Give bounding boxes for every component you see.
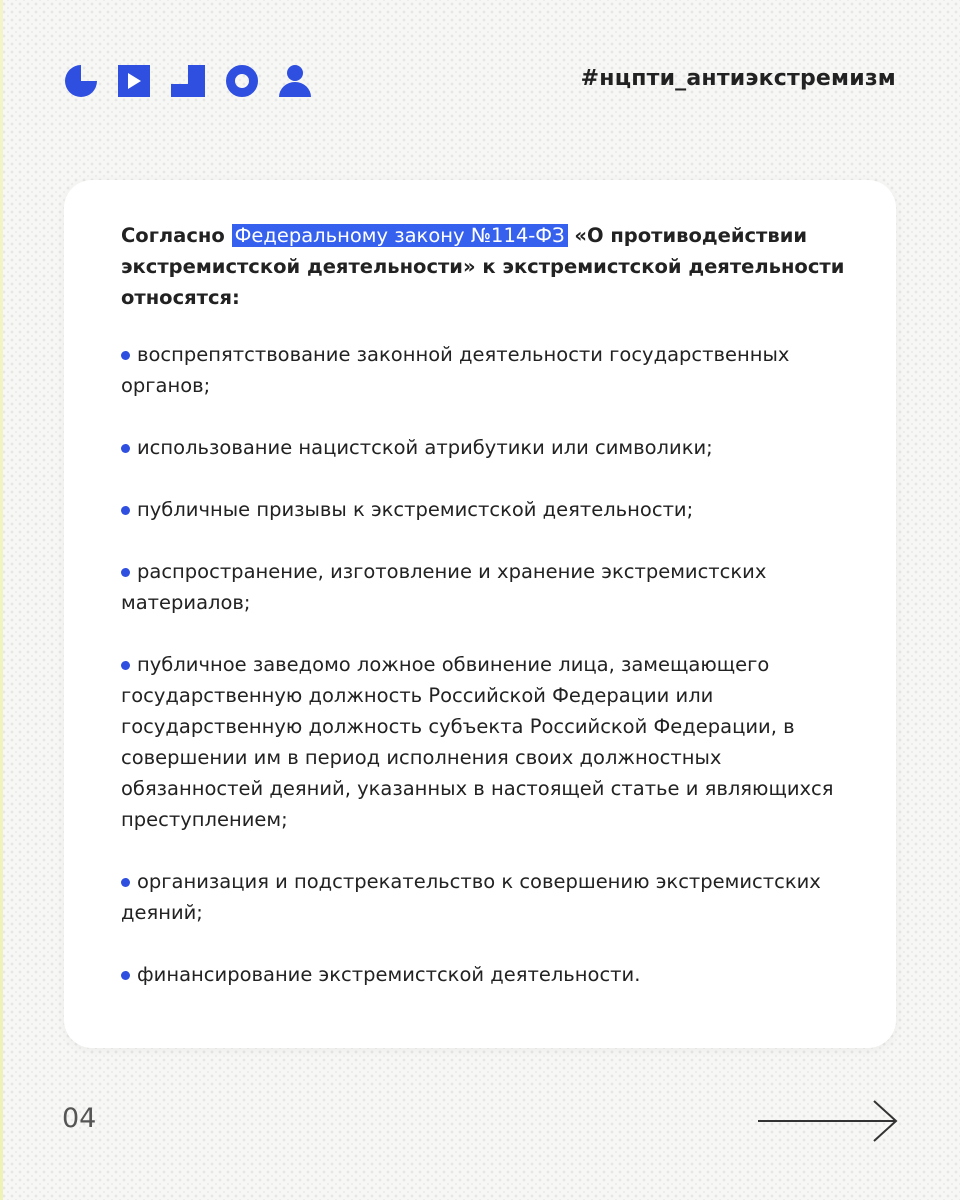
intro-text-before: Согласно	[121, 224, 232, 247]
bullet-icon	[121, 568, 130, 577]
page-number: 04	[62, 1103, 97, 1134]
list-item-text: финансирование экстремистской деятельности.	[137, 963, 641, 986]
list-item-text: распространение, изготовление и хранение экстремистских материалов;	[121, 560, 767, 614]
bullet-icon	[121, 351, 130, 360]
intro-paragraph	[121, 220, 851, 313]
logo-steps-icon	[171, 65, 205, 97]
list-item-text: публичное заведомо ложное обвинение лица, замещающего государственную должность Российской Федерации или государственную должность субъекта Российской Федерации, в совершении им в период исполнения своих должностных обязанностей деяний, указанных в настоящей статье и являющихся преступлением;	[121, 653, 834, 831]
list-item-text: организация и подстрекательство к совершению экстремистских деяний;	[121, 870, 821, 924]
list-item-text: использование нацистской атрибутики или символики;	[137, 436, 713, 459]
list-item	[121, 339, 851, 401]
bullet-icon	[121, 661, 130, 670]
bullet-icon	[121, 878, 130, 887]
list-item	[121, 556, 851, 618]
list-item	[121, 649, 851, 835]
list-item	[121, 866, 851, 928]
list-item-text: воспрепятствование законной деятельности государственных органов;	[121, 343, 790, 397]
list-item-text: публичные призывы к экстремистской деятельности;	[137, 498, 694, 521]
list-item	[121, 494, 851, 525]
intro-text-after: «О противодействии экстремистской деятельности» к экстремистской деятельности относятся:	[121, 224, 845, 309]
law-name-highlight: Федеральному закону №114-ФЗ	[232, 224, 568, 247]
list-item	[121, 959, 851, 990]
logo-play-icon	[118, 65, 150, 97]
decorative-edge-line	[0, 0, 3, 1200]
bullet-icon	[121, 444, 130, 453]
bullet-icon	[121, 971, 130, 980]
logo-pie-icon	[65, 65, 97, 97]
arrow-right-icon[interactable]	[756, 1098, 900, 1144]
content-card	[64, 180, 896, 1048]
card-content	[121, 220, 851, 1021]
logo-ring-icon	[231, 70, 254, 93]
list-item	[121, 432, 851, 463]
logo-person-icon	[279, 65, 311, 97]
hashtag: #нцпти_антиэкстремизм	[580, 66, 896, 91]
logo	[64, 64, 314, 98]
bullet-icon	[121, 506, 130, 515]
